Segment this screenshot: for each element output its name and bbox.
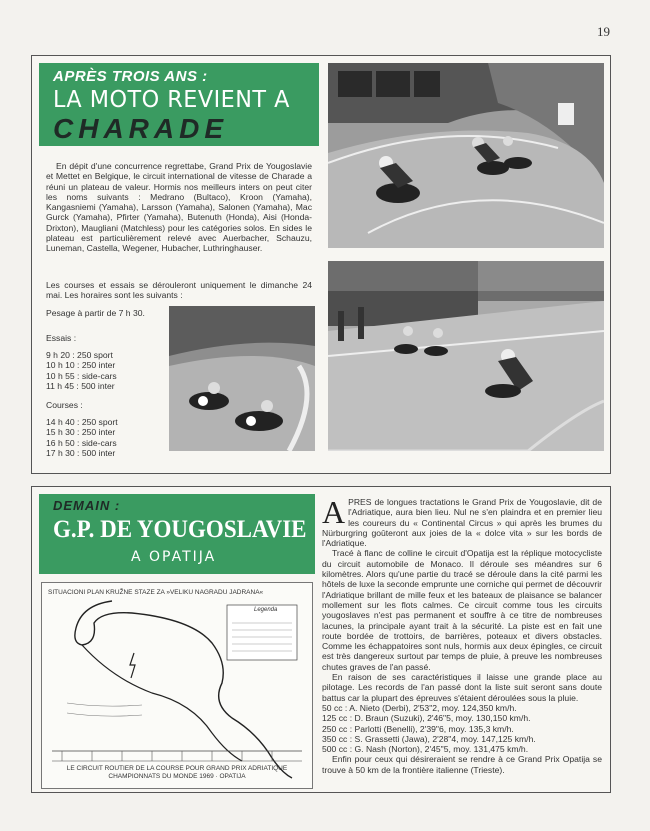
article-paragraph: En dépit d'une concurrence regrettabe, Grand Prix de Yougoslavie et Mettet en Belgique, le circuit international de vitesse de Charade a réuni un plateau de valeur. Hormis nos meilleurs inters on peut citer les noms suivants : Medrano (Bultaco), Kroon (Yamaha), Kangasniemi (Yamaha), Larsson (Yamaha), Salonen (Yamaha), Mac Gurck (Yamaha), Pfirter (Yamaha), Butenuth (Honda), Aisi (Honda-Drixton), Maugliani (Matchless) pour les catégories solos. En sides le plateau est particulièrement relevé avec Auerbacher, Schauzu, Luneman, Castella, Wegener, Hubacher, Luthringhauser.: [46, 161, 312, 254]
schedule-item: 16 h 50 : side-cars: [46, 437, 117, 448]
drop-cap: A: [322, 494, 346, 530]
map-caption: [42, 765, 312, 781]
record-item: 500 cc : G. Nash (Norton), 2'45"5, moy. 131,475 km/h.: [322, 744, 529, 755]
schedule-item: 10 h 10 : 250 inter: [46, 360, 116, 371]
photo-riders-straight: [328, 261, 604, 451]
article-paragraph: [322, 494, 602, 549]
article-title: LA MOTO REVIENT A: [53, 87, 290, 113]
article-charade: [31, 55, 611, 474]
record-item: 50 cc : A. Nieto (Derbi), 2'53"2, moy. 124,350 km/h.: [322, 702, 517, 713]
essais-schedule: [46, 350, 117, 391]
article-title-banner: [39, 63, 319, 146]
article-title-charade: CHARADE: [53, 113, 228, 144]
schedule-item: 17 h 30 : 500 inter: [46, 447, 116, 458]
map-caption-line: CHAMPIONNATS DU MONDE 1969 · OPATIJA: [108, 773, 246, 780]
weigh-in-time: Pesage à partir de 7 h 30.: [46, 308, 145, 318]
courses-heading: Courses :: [46, 400, 83, 410]
schedule-item: 15 h 30 : 250 inter: [46, 427, 116, 438]
record-item: 250 cc : Parlotti (Benelli), 2'39"6, moy. 135,3 km/h.: [322, 723, 514, 734]
article-title-banner: [39, 494, 315, 574]
page-number: 19: [597, 24, 610, 39]
circuit-map: [41, 582, 313, 789]
article-paragraph-text: PRES de longues tractations le Grand Prix de Yougoslavie, dit de l'Adriatique, aura bien lieu. Nul ne s'en plaindra et en premier lieu les coureurs du « Continental Circus » qui après les brumes du Nürburgring goûteront aux joies de la « dolce vita » sur les bords de l'Adriatique.: [322, 497, 602, 549]
schedule-item: 9 h 20 : 250 sport: [46, 350, 113, 360]
map-caption-line: LE CIRCUIT ROUTIER DE LA COURSE POUR GRAND PRIX ADRIATIQUE: [66, 765, 288, 772]
record-item: 350 cc : S. Grassetti (Jawa), 2'28"4, moy. 147,125 km/h.: [322, 733, 536, 744]
article-paragraph: Les courses et essais se dérouleront uniquement le dimanche 24 mai. Les horaires sont les suivants :: [46, 280, 312, 301]
article-kicker: APRÈS TROIS ANS :: [53, 68, 208, 85]
article-paragraph: En raison de ses caractéristiques il laisse une grande place au pilotage. Les records de l'an passé dont la liste suit seront sans doute battus car la plupart des épreuves s'étaient déroulées sous la pluie.: [322, 672, 602, 703]
article-paragraph: Enfin pour ceux qui désireraient se rendre à ce Grand Prix Opatija se trouve à 50 km de la frontière italienne (Trieste).: [322, 754, 602, 775]
article-yougoslavie: [31, 486, 611, 793]
record-item: 125 cc : D. Braun (Suzuki), 2'46"5, moy. 130,150 km/h.: [322, 713, 531, 724]
circuit-track-drawing: [42, 583, 312, 788]
schedule-item: 11 h 45 : 500 inter: [46, 380, 115, 391]
courses-schedule: [46, 417, 118, 458]
article-kicker: DEMAIN :: [53, 498, 121, 513]
essais-heading: Essais :: [46, 333, 77, 343]
article-text-column: [322, 494, 602, 775]
article-paragraph: Tracé à flanc de colline le circuit d'Opatija est la réplique motocycliste du circuit automobile de Monaco. Il déroule ses méandres sur 6 kilomètres. Alors qu'une partie du tracé se déroule dans la cité parmi les hôtels de luxe la seconde emprunte une corniche qui permet de découvrir l'Adriatique brillant de mille feux et les bateaux de plaisance se balancer mollement sur les flots calmes. Ce circuit comme tous les circuits yougoslaves n'est pas permanent et souffre à ce titre de nombreuses lacunes, la principale ayant trait à la sécurité. La piste est en fait une route bordée de trottoirs, de barrières, poteaux et divers obstacles. Comme les échappatoires sont nuls, hormis aux deux épingles, ce circuit est très dangereux surtout par temps de pluie, à preuve les nombreuses chutes graves de l'an passé.: [322, 548, 602, 672]
schedule-item: 10 h 55 : side-cars: [46, 370, 117, 381]
map-header: SITUACIONI PLAN KRUŽNE STAZE ZA »VELIKU NAGRADU JADRANA«: [48, 589, 264, 596]
photo-sidecars: [169, 306, 315, 451]
article-subtitle: A OPATIJA: [131, 549, 217, 565]
photo-riders-curve: [328, 63, 604, 248]
map-legend-title: Legenda: [254, 607, 278, 613]
schedule-item: 14 h 40 : 250 sport: [46, 417, 118, 427]
article-title: G.P. DE YOUGOSLAVIE: [53, 516, 307, 543]
